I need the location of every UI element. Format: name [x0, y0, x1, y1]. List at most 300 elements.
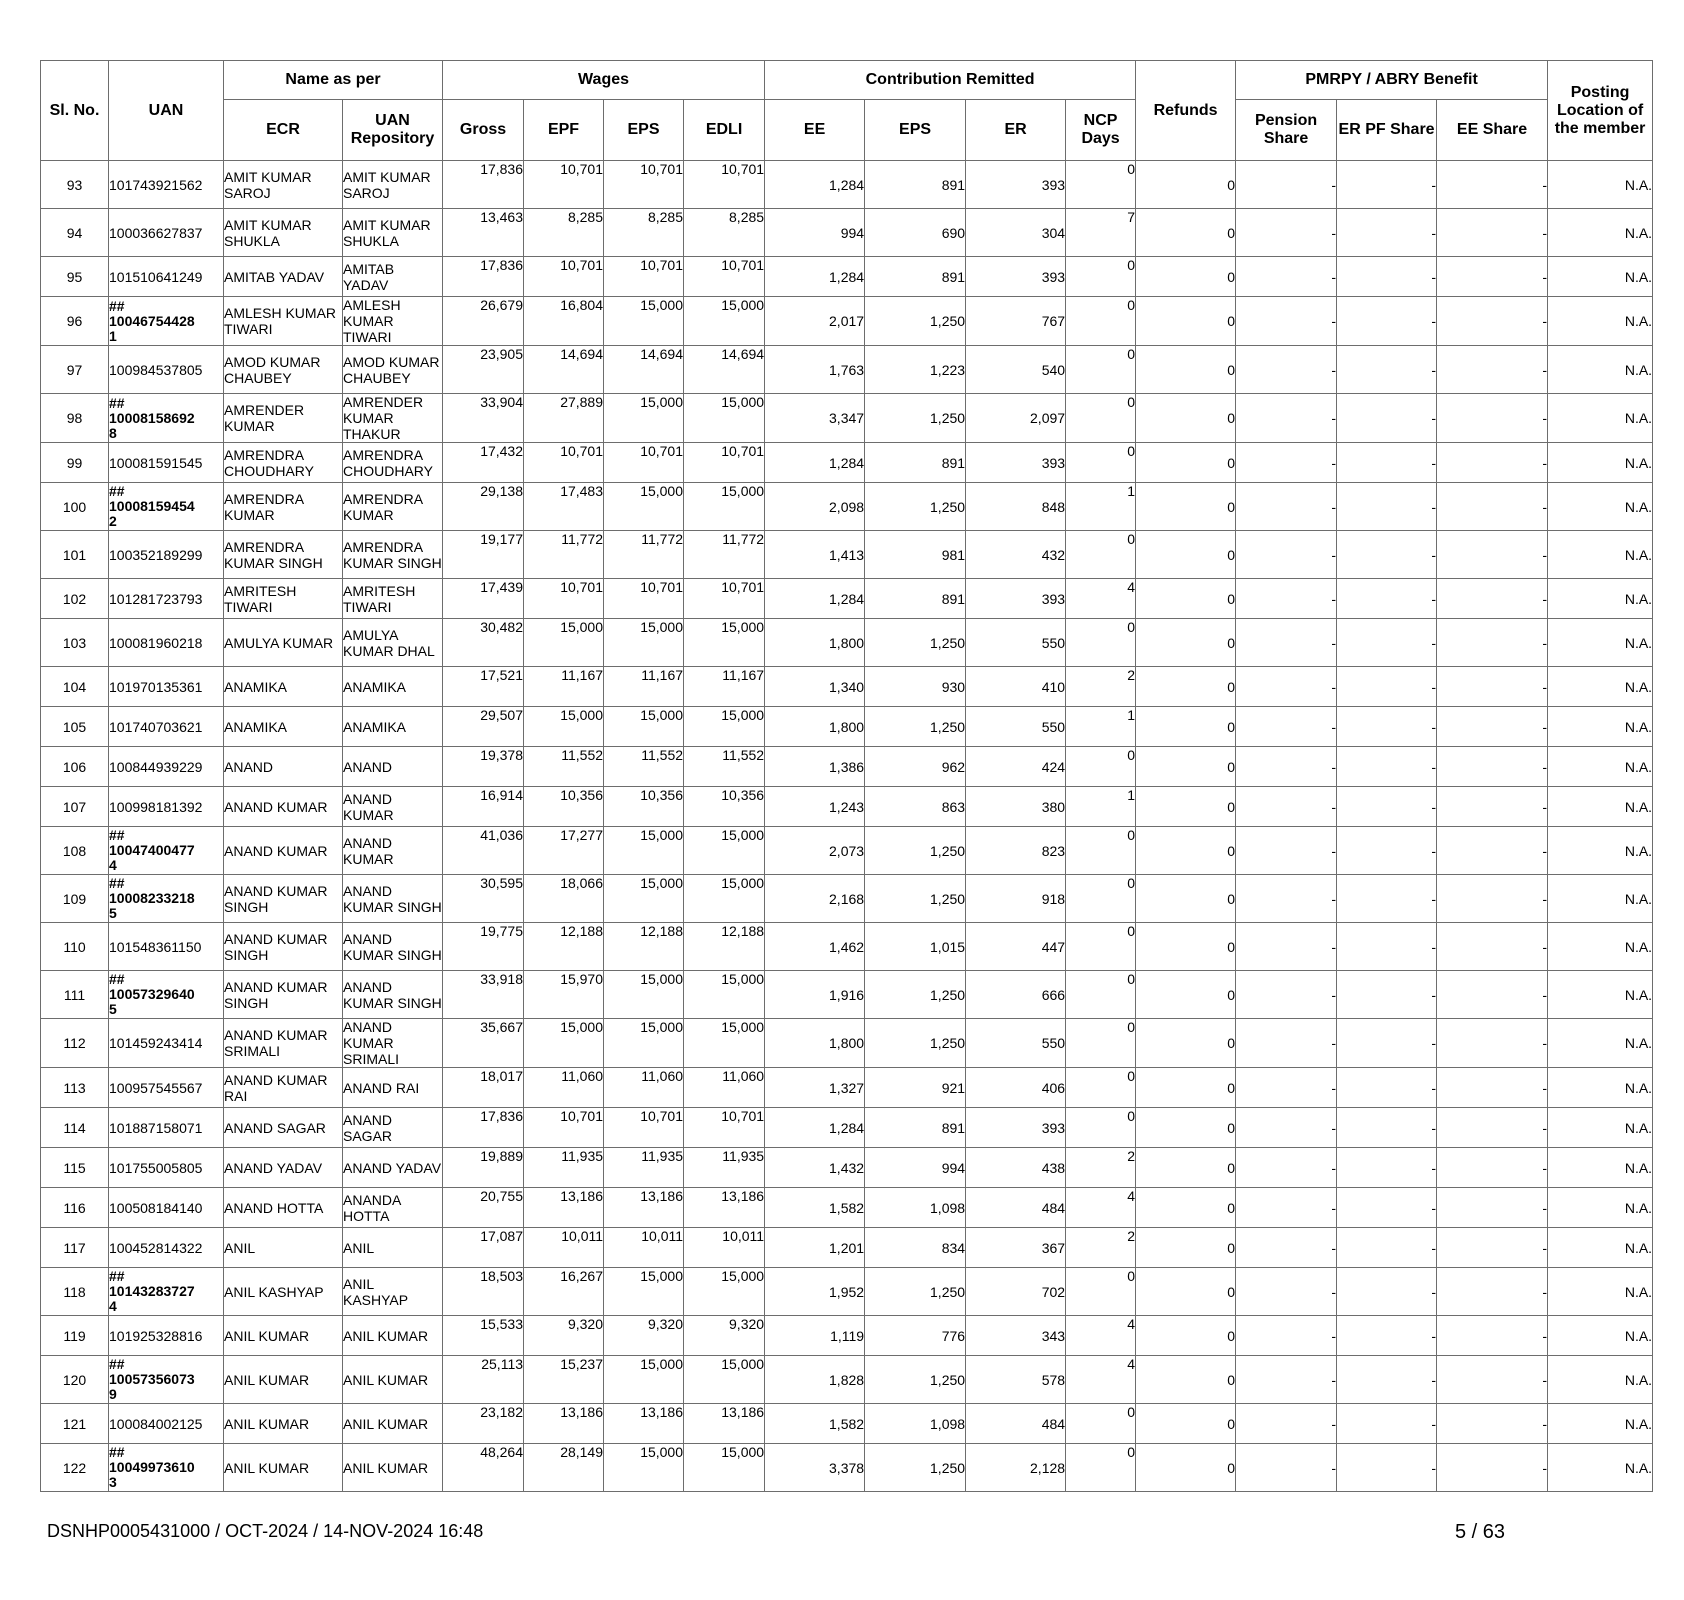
refunds-cell: 0: [1136, 1404, 1236, 1444]
ncp-days-cell: 0: [1066, 827, 1136, 875]
ecr-name-cell: ANIL: [224, 1228, 343, 1268]
table-row: [41, 707, 1653, 747]
posting-location-cell: N.A.: [1548, 531, 1653, 579]
ee-share-cell: -: [1437, 483, 1548, 531]
header-sl-no: Sl. No.: [41, 61, 109, 161]
ee-cell: 1,284: [765, 443, 865, 483]
ee-share-cell: -: [1437, 257, 1548, 297]
ncp-days-cell: 1: [1066, 707, 1136, 747]
epf-cell: 18,066: [524, 875, 604, 923]
refunds-cell: 0: [1136, 257, 1236, 297]
edli-cell: 11,060: [684, 1068, 765, 1108]
refunds-cell: 0: [1136, 209, 1236, 257]
header-pmrpy-abry-benefit: PMRPY / ABRY Benefit: [1236, 61, 1548, 100]
er-pf-share-cell: -: [1337, 707, 1437, 747]
sl-no-cell: 110: [41, 923, 109, 971]
repository-name-cell: ANIL KUMAR: [343, 1356, 443, 1404]
ncp-days-cell: 1: [1066, 787, 1136, 827]
repository-name-cell: ANAMIKA: [343, 707, 443, 747]
refunds-cell: 0: [1136, 1188, 1236, 1228]
ncp-days-cell: 7: [1066, 209, 1136, 257]
gross-cell: 13,463: [443, 209, 524, 257]
uan-cell: 100036627837: [109, 209, 224, 257]
header-eps: EPS: [604, 100, 684, 161]
table-row: [41, 346, 1653, 394]
eps-cell: 14,694: [604, 346, 684, 394]
ee-cell: 1,284: [765, 257, 865, 297]
gross-cell: 18,503: [443, 1268, 524, 1316]
ncp-days-cell: 4: [1066, 1188, 1136, 1228]
table-row: [41, 257, 1653, 297]
refunds-cell: 0: [1136, 1444, 1236, 1492]
ecr-name-cell: ANAND KUMAR SRIMALI: [224, 1019, 343, 1068]
pension-share-cell: -: [1236, 1108, 1337, 1148]
ncp-days-cell: 0: [1066, 619, 1136, 667]
ecr-name-cell: AMOD KUMAR CHAUBEY: [224, 346, 343, 394]
eps-cell: 11,772: [604, 531, 684, 579]
ncp-days-cell: 0: [1066, 1268, 1136, 1316]
ee-cell: 1,582: [765, 1404, 865, 1444]
table-row: [41, 394, 1653, 443]
table-row: [41, 875, 1653, 923]
sl-no-cell: 118: [41, 1268, 109, 1316]
contribution-eps-cell: 863: [865, 787, 966, 827]
uan-cell: 100957545567: [109, 1068, 224, 1108]
posting-location-cell: N.A.: [1548, 787, 1653, 827]
ee-cell: 3,347: [765, 394, 865, 443]
uan-cell: ## 10057356073 9: [109, 1356, 224, 1404]
er-pf-share-cell: -: [1337, 1068, 1437, 1108]
sl-no-cell: 122: [41, 1444, 109, 1492]
ee-cell: 1,800: [765, 707, 865, 747]
table-row: [41, 971, 1653, 1019]
sl-no-cell: 100: [41, 483, 109, 531]
ncp-days-cell: 0: [1066, 346, 1136, 394]
er-pf-share-cell: -: [1337, 1444, 1437, 1492]
er-pf-share-cell: -: [1337, 531, 1437, 579]
ecr-name-cell: ANAND: [224, 747, 343, 787]
repository-name-cell: AMIT KUMAR SAROJ: [343, 161, 443, 209]
posting-location-cell: N.A.: [1548, 161, 1653, 209]
header-er: ER: [966, 100, 1066, 161]
ecr-name-cell: ANAND KUMAR RAI: [224, 1068, 343, 1108]
er-pf-share-cell: -: [1337, 209, 1437, 257]
pension-share-cell: -: [1236, 1316, 1337, 1356]
ee-share-cell: -: [1437, 1404, 1548, 1444]
ee-cell: 1,201: [765, 1228, 865, 1268]
contribution-eps-cell: 994: [865, 1148, 966, 1188]
ecr-name-cell: ANAND YADAV: [224, 1148, 343, 1188]
pension-share-cell: -: [1236, 1404, 1337, 1444]
refunds-cell: 0: [1136, 1068, 1236, 1108]
ecr-name-cell: ANIL KUMAR: [224, 1356, 343, 1404]
pension-share-cell: -: [1236, 1068, 1337, 1108]
eps-cell: 8,285: [604, 209, 684, 257]
sl-no-cell: 103: [41, 619, 109, 667]
ee-share-cell: -: [1437, 443, 1548, 483]
pension-share-cell: -: [1236, 1148, 1337, 1188]
eps-cell: 15,000: [604, 297, 684, 346]
er-pf-share-cell: -: [1337, 1228, 1437, 1268]
gross-cell: 33,904: [443, 394, 524, 443]
er-pf-share-cell: -: [1337, 923, 1437, 971]
edli-cell: 11,552: [684, 747, 765, 787]
refunds-cell: 0: [1136, 483, 1236, 531]
ncp-days-cell: 0: [1066, 1444, 1136, 1492]
eps-cell: 9,320: [604, 1316, 684, 1356]
er-cell: 578: [966, 1356, 1066, 1404]
ncp-days-cell: 4: [1066, 579, 1136, 619]
er-cell: 550: [966, 1019, 1066, 1068]
contribution-eps-cell: 1,250: [865, 1356, 966, 1404]
eps-cell: 15,000: [604, 1268, 684, 1316]
edli-cell: 15,000: [684, 707, 765, 747]
table-row: [41, 1068, 1653, 1108]
ecr-name-cell: AMITAB YADAV: [224, 257, 343, 297]
gross-cell: 35,667: [443, 1019, 524, 1068]
repository-name-cell: ANAND KUMAR SINGH: [343, 971, 443, 1019]
posting-location-cell: N.A.: [1548, 1404, 1653, 1444]
refunds-cell: 0: [1136, 827, 1236, 875]
repository-name-cell: AMRENDER KUMAR THAKUR: [343, 394, 443, 443]
ecr-name-cell: ANAND KUMAR SINGH: [224, 971, 343, 1019]
er-cell: 484: [966, 1404, 1066, 1444]
edli-cell: 10,011: [684, 1228, 765, 1268]
er-pf-share-cell: -: [1337, 971, 1437, 1019]
repository-name-cell: AMRENDRA KUMAR SINGH: [343, 531, 443, 579]
posting-location-cell: N.A.: [1548, 297, 1653, 346]
ee-share-cell: -: [1437, 971, 1548, 1019]
ecr-name-cell: ANAND HOTTA: [224, 1188, 343, 1228]
contribution-eps-cell: 921: [865, 1068, 966, 1108]
eps-cell: 15,000: [604, 619, 684, 667]
table-row: [41, 1228, 1653, 1268]
ncp-days-cell: 0: [1066, 971, 1136, 1019]
pension-share-cell: -: [1236, 257, 1337, 297]
ee-cell: 1,386: [765, 747, 865, 787]
ee-cell: 2,168: [765, 875, 865, 923]
er-cell: 367: [966, 1228, 1066, 1268]
ee-cell: 1,327: [765, 1068, 865, 1108]
uan-cell: ## 10008159454 2: [109, 483, 224, 531]
eps-cell: 11,060: [604, 1068, 684, 1108]
contribution-eps-cell: 1,250: [865, 1019, 966, 1068]
epf-cell: 15,970: [524, 971, 604, 1019]
edli-cell: 15,000: [684, 1268, 765, 1316]
ee-cell: 1,284: [765, 161, 865, 209]
table-row: [41, 1404, 1653, 1444]
ee-cell: 1,284: [765, 579, 865, 619]
contribution-eps-cell: 981: [865, 531, 966, 579]
refunds-cell: 0: [1136, 161, 1236, 209]
pension-share-cell: -: [1236, 1019, 1337, 1068]
er-cell: 447: [966, 923, 1066, 971]
refunds-cell: 0: [1136, 875, 1236, 923]
er-pf-share-cell: -: [1337, 483, 1437, 531]
er-cell: 823: [966, 827, 1066, 875]
pension-share-cell: -: [1236, 1268, 1337, 1316]
er-cell: 393: [966, 1108, 1066, 1148]
edli-cell: 14,694: [684, 346, 765, 394]
sl-no-cell: 115: [41, 1148, 109, 1188]
contribution-eps-cell: 891: [865, 257, 966, 297]
table-row: [41, 297, 1653, 346]
er-cell: 438: [966, 1148, 1066, 1188]
contribution-eps-cell: 1,250: [865, 483, 966, 531]
pension-share-cell: -: [1236, 787, 1337, 827]
edli-cell: 10,356: [684, 787, 765, 827]
contribution-eps-cell: 1,250: [865, 394, 966, 443]
er-cell: 406: [966, 1068, 1066, 1108]
eps-cell: 15,000: [604, 1019, 684, 1068]
header-ncp-days: NCP Days: [1066, 100, 1136, 161]
table-row: [41, 483, 1653, 531]
ncp-days-cell: 2: [1066, 1228, 1136, 1268]
ee-share-cell: -: [1437, 1316, 1548, 1356]
ee-cell: 1,284: [765, 1108, 865, 1148]
uan-cell: 101925328816: [109, 1316, 224, 1356]
eps-cell: 10,701: [604, 443, 684, 483]
repository-name-cell: AMLESH KUMAR TIWARI: [343, 297, 443, 346]
ecr-name-cell: AMRENDER KUMAR: [224, 394, 343, 443]
eps-cell: 15,000: [604, 827, 684, 875]
posting-location-cell: N.A.: [1548, 619, 1653, 667]
table-row: [41, 923, 1653, 971]
ncp-days-cell: 0: [1066, 875, 1136, 923]
contribution-eps-cell: 1,098: [865, 1188, 966, 1228]
ncp-days-cell: 0: [1066, 443, 1136, 483]
gross-cell: 17,836: [443, 1108, 524, 1148]
ncp-days-cell: 1: [1066, 483, 1136, 531]
ncp-days-cell: 0: [1066, 394, 1136, 443]
pension-share-cell: -: [1236, 747, 1337, 787]
table-row: [41, 667, 1653, 707]
repository-name-cell: ANAMIKA: [343, 667, 443, 707]
uan-cell: 100998181392: [109, 787, 224, 827]
ncp-days-cell: 0: [1066, 1019, 1136, 1068]
repository-name-cell: ANAND KUMAR SINGH: [343, 923, 443, 971]
sl-no-cell: 106: [41, 747, 109, 787]
refunds-cell: 0: [1136, 667, 1236, 707]
refunds-cell: 0: [1136, 394, 1236, 443]
header-er-pf-share: ER PF Share: [1337, 100, 1437, 161]
ee-share-cell: -: [1437, 1444, 1548, 1492]
contribution-eps-cell: 891: [865, 1108, 966, 1148]
table-body: [41, 161, 1653, 1492]
pension-share-cell: -: [1236, 923, 1337, 971]
sl-no-cell: 97: [41, 346, 109, 394]
edli-cell: 9,320: [684, 1316, 765, 1356]
repository-name-cell: ANIL: [343, 1228, 443, 1268]
gross-cell: 19,378: [443, 747, 524, 787]
er-pf-share-cell: -: [1337, 1019, 1437, 1068]
contribution-eps-cell: 690: [865, 209, 966, 257]
gross-cell: 19,177: [443, 531, 524, 579]
epf-cell: 13,186: [524, 1188, 604, 1228]
er-cell: 424: [966, 747, 1066, 787]
header-refunds: Refunds: [1136, 61, 1236, 161]
eps-cell: 11,167: [604, 667, 684, 707]
ee-share-cell: -: [1437, 579, 1548, 619]
epf-cell: 11,552: [524, 747, 604, 787]
epf-cell: 10,701: [524, 257, 604, 297]
ee-cell: 1,432: [765, 1148, 865, 1188]
er-cell: 484: [966, 1188, 1066, 1228]
repository-name-cell: ANAND KUMAR SRIMALI: [343, 1019, 443, 1068]
table-row: [41, 579, 1653, 619]
epf-cell: 15,000: [524, 1019, 604, 1068]
gross-cell: 17,432: [443, 443, 524, 483]
epf-cell: 9,320: [524, 1316, 604, 1356]
ncp-days-cell: 0: [1066, 747, 1136, 787]
contribution-eps-cell: 1,098: [865, 1404, 966, 1444]
ncp-days-cell: 0: [1066, 297, 1136, 346]
ee-cell: 994: [765, 209, 865, 257]
header-contribution-eps: EPS: [865, 100, 966, 161]
ee-share-cell: -: [1437, 1108, 1548, 1148]
sl-no-cell: 119: [41, 1316, 109, 1356]
ncp-days-cell: 0: [1066, 531, 1136, 579]
posting-location-cell: N.A.: [1548, 875, 1653, 923]
er-cell: 2,128: [966, 1444, 1066, 1492]
table-row: [41, 443, 1653, 483]
sl-no-cell: 112: [41, 1019, 109, 1068]
gross-cell: 26,679: [443, 297, 524, 346]
er-pf-share-cell: -: [1337, 667, 1437, 707]
sl-no-cell: 96: [41, 297, 109, 346]
pension-share-cell: -: [1236, 1356, 1337, 1404]
gross-cell: 29,138: [443, 483, 524, 531]
uan-cell: 101510641249: [109, 257, 224, 297]
ee-cell: 1,119: [765, 1316, 865, 1356]
er-cell: 432: [966, 531, 1066, 579]
ee-cell: 1,763: [765, 346, 865, 394]
gross-cell: 17,836: [443, 161, 524, 209]
contribution-eps-cell: 1,250: [865, 827, 966, 875]
table-row: [41, 1188, 1653, 1228]
sl-no-cell: 99: [41, 443, 109, 483]
contribution-eps-cell: 1,015: [865, 923, 966, 971]
edli-cell: 12,188: [684, 923, 765, 971]
refunds-cell: 0: [1136, 346, 1236, 394]
contribution-eps-cell: 891: [865, 579, 966, 619]
sl-no-cell: 95: [41, 257, 109, 297]
uan-cell: ## 10008158692 8: [109, 394, 224, 443]
header-ee: EE: [765, 100, 865, 161]
refunds-cell: 0: [1136, 1356, 1236, 1404]
ee-cell: 1,462: [765, 923, 865, 971]
ecr-name-cell: ANAND KUMAR: [224, 787, 343, 827]
table-row: [41, 1108, 1653, 1148]
edli-cell: 10,701: [684, 161, 765, 209]
sl-no-cell: 120: [41, 1356, 109, 1404]
er-pf-share-cell: -: [1337, 443, 1437, 483]
ee-cell: 1,916: [765, 971, 865, 1019]
uan-cell: ## 10008233218 5: [109, 875, 224, 923]
epf-cell: 17,483: [524, 483, 604, 531]
refunds-cell: 0: [1136, 1148, 1236, 1188]
refunds-cell: 0: [1136, 1228, 1236, 1268]
eps-cell: 12,188: [604, 923, 684, 971]
er-cell: 848: [966, 483, 1066, 531]
contribution-eps-cell: 962: [865, 747, 966, 787]
ee-share-cell: -: [1437, 1148, 1548, 1188]
er-pf-share-cell: -: [1337, 827, 1437, 875]
er-pf-share-cell: -: [1337, 1356, 1437, 1404]
table-row: [41, 827, 1653, 875]
ncp-days-cell: 0: [1066, 161, 1136, 209]
ee-cell: 1,952: [765, 1268, 865, 1316]
uan-cell: 100844939229: [109, 747, 224, 787]
ee-share-cell: -: [1437, 209, 1548, 257]
table-row: [41, 1356, 1653, 1404]
edli-cell: 15,000: [684, 1444, 765, 1492]
ee-share-cell: -: [1437, 1068, 1548, 1108]
ee-cell: 1,800: [765, 619, 865, 667]
posting-location-cell: N.A.: [1548, 827, 1653, 875]
uan-cell: ## 10057329640 5: [109, 971, 224, 1019]
posting-location-cell: N.A.: [1548, 1019, 1653, 1068]
ecr-name-cell: AMRITESH TIWARI: [224, 579, 343, 619]
posting-location-cell: N.A.: [1548, 1068, 1653, 1108]
er-pf-share-cell: -: [1337, 257, 1437, 297]
contribution-eps-cell: 834: [865, 1228, 966, 1268]
edli-cell: 8,285: [684, 209, 765, 257]
ee-share-cell: -: [1437, 923, 1548, 971]
er-cell: 393: [966, 579, 1066, 619]
eps-cell: 10,356: [604, 787, 684, 827]
ee-share-cell: -: [1437, 619, 1548, 667]
table-row: [41, 1268, 1653, 1316]
ncp-days-cell: 4: [1066, 1356, 1136, 1404]
header-uan: UAN: [109, 61, 224, 161]
gross-cell: 20,755: [443, 1188, 524, 1228]
refunds-cell: 0: [1136, 1316, 1236, 1356]
ee-cell: 2,098: [765, 483, 865, 531]
er-pf-share-cell: -: [1337, 1316, 1437, 1356]
eps-cell: 10,701: [604, 161, 684, 209]
ncp-days-cell: 2: [1066, 667, 1136, 707]
table-row: [41, 1148, 1653, 1188]
contribution-eps-cell: 1,250: [865, 971, 966, 1019]
sl-no-cell: 111: [41, 971, 109, 1019]
ncp-days-cell: 4: [1066, 1316, 1136, 1356]
er-cell: 767: [966, 297, 1066, 346]
header-ee-share: EE Share: [1437, 100, 1548, 161]
posting-location-cell: N.A.: [1548, 707, 1653, 747]
repository-name-cell: AMRENDRA CHOUDHARY: [343, 443, 443, 483]
repository-name-cell: ANAND KUMAR: [343, 827, 443, 875]
pension-share-cell: -: [1236, 346, 1337, 394]
contribution-eps-cell: 1,223: [865, 346, 966, 394]
pension-share-cell: -: [1236, 297, 1337, 346]
er-pf-share-cell: -: [1337, 1188, 1437, 1228]
er-pf-share-cell: -: [1337, 1148, 1437, 1188]
er-pf-share-cell: -: [1337, 161, 1437, 209]
epf-cell: 27,889: [524, 394, 604, 443]
ee-share-cell: -: [1437, 1019, 1548, 1068]
epf-cell: 10,701: [524, 579, 604, 619]
ee-share-cell: -: [1437, 161, 1548, 209]
er-cell: 666: [966, 971, 1066, 1019]
ee-share-cell: -: [1437, 1188, 1548, 1228]
uan-cell: 101281723793: [109, 579, 224, 619]
edli-cell: 15,000: [684, 1356, 765, 1404]
uan-cell: 100081591545: [109, 443, 224, 483]
er-pf-share-cell: -: [1337, 394, 1437, 443]
repository-name-cell: AMRENDRA KUMAR: [343, 483, 443, 531]
er-pf-share-cell: -: [1337, 1108, 1437, 1148]
